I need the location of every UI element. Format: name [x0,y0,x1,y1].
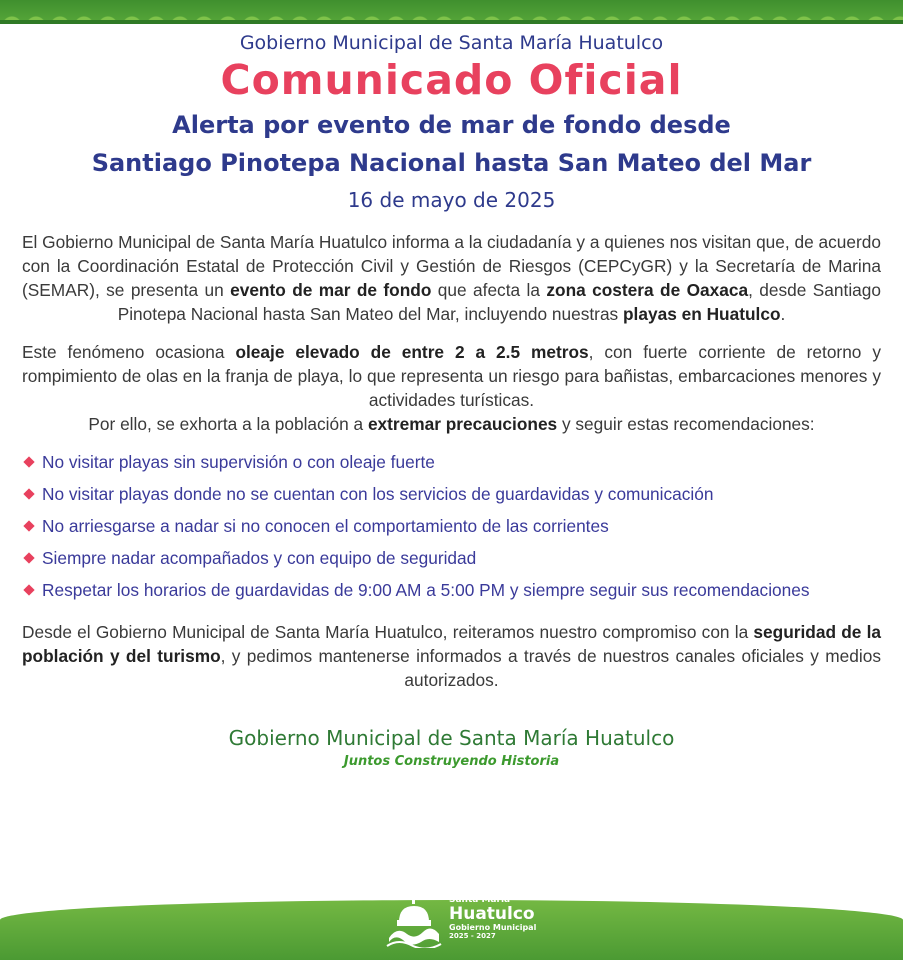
bold-text: playas en Huatulco [623,304,781,324]
list-item [22,546,881,570]
paragraph-intro [22,230,881,326]
recommendations-list [22,450,881,602]
page-title: Comunicado Oficial [220,56,683,104]
diamond-bullet-icon [23,488,34,499]
paragraph-closing [22,620,881,692]
logo-line-1: Santa María [449,895,511,905]
list-item-text: No visitar playas donde no se cuentan con los servicios de guardavidas y comunicación [42,484,714,504]
subtitle [0,106,903,182]
bold-text: oleaje elevado de entre 2 a 2.5 metros [235,342,589,362]
bold-text: extremar precauciones [367,414,558,434]
logo-line-3: Gobierno Municipal [449,923,537,932]
church-wave-icon [385,892,443,948]
list-item-text: No arriesgarse a nadar si no conocen el comportamiento de las corrientes [42,516,609,536]
diamond-bullet-icon [23,584,34,595]
text: y seguir estas recomendaciones: [557,414,815,434]
paragraph-phenomenon [22,340,881,412]
top-decorative-border [0,0,903,24]
list-item [22,578,881,602]
bold-text: seguridad de la población y del turismo [22,622,881,666]
diamond-bullet-icon [23,456,34,467]
municipal-logo [385,890,555,950]
list-item [22,514,881,538]
list-item-text: Siempre nadar acompañados y con equipo de seguridad [42,548,477,568]
text: que afecta la [431,280,547,300]
subtitle-line-2: Santiago Pinotepa Nacional hasta San Mateo del Mar [91,149,812,177]
header-org: Gobierno Municipal de Santa María Huatulco [239,32,664,54]
diamond-bullet-icon [23,552,34,563]
list-item-text: No visitar playas sin supervisión o con oleaje fuerte [42,452,435,472]
bold-text: zona costera de Oaxaca [546,280,749,300]
list-item [22,482,881,506]
diamond-bullet-icon [23,520,34,531]
text: , desde Santiago Pinotepa Nacional hasta San Mateo del Mar, incluyendo nuestras [117,280,881,324]
text: Por ello, se exhorta a la población a [88,414,368,434]
text: . [780,304,786,324]
logo-line-4: 2025 - 2027 [449,932,496,940]
subtitle-line-1: Alerta por evento de mar de fondo desde [172,111,731,139]
slogan: Juntos Construyendo Historia [343,754,560,769]
bulletin [0,24,903,769]
text: Desde el Gobierno Municipal de Santa María Huatulco, reiteramos nuestro compromiso con la [22,622,754,642]
text: , y pedimos mantenerse informados a través de nuestros canales oficiales y medios autorizados. [220,646,881,690]
list-item [22,450,881,474]
publication-date: 16 de mayo de 2025 [347,188,556,212]
footer-org: Gobierno Municipal de Santa María Huatulco [228,726,675,750]
list-item-text: Respetar los horarios de guardavidas de 9:00 AM a 5:00 PM y siempre seguir sus recomendaciones [42,580,810,600]
bold-text: evento de mar de fondo [230,280,432,300]
logo-line-2: Huatulco [449,904,535,924]
text: El Gobierno Municipal de Santa María Huatulco informa a la ciudadanía y a quienes nos visitan que, de acuerdo con la Coordinación Estatal de Protección Civil y Gestión de Riesgos (CEPCyGR) y la Secretaría de Marina (SEMAR), se presenta un [22,232,881,300]
text: Este fenómeno ocasiona [22,342,236,362]
logo-text [449,896,536,940]
paragraph-exhort [22,412,881,436]
text: , con fuerte corriente de retorno y rompimiento de olas en la franja de playa, lo que representa un riesgo para bañistas, embarcaciones menores y actividades turísticas. [22,342,881,410]
